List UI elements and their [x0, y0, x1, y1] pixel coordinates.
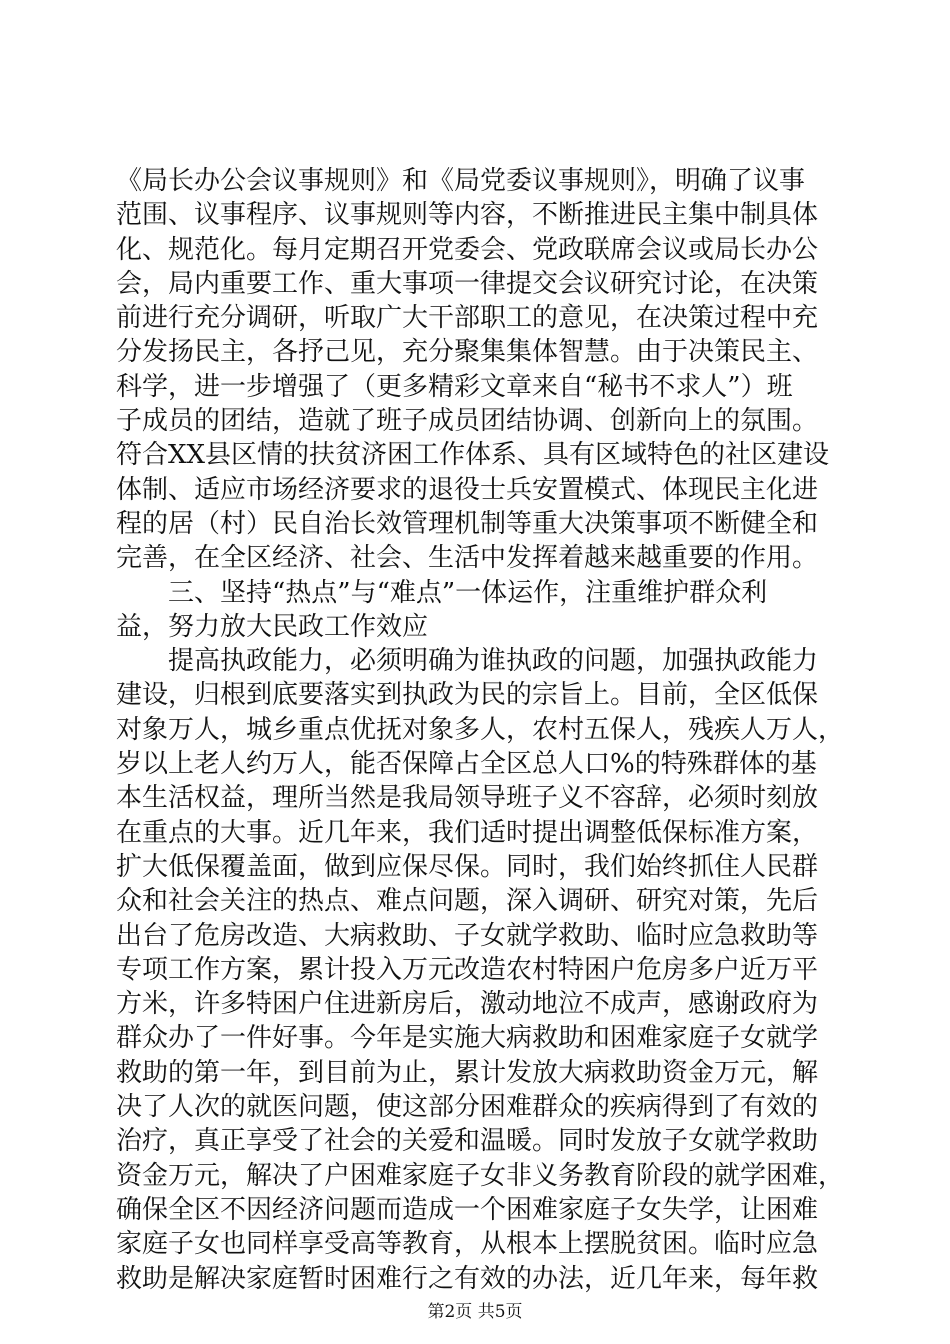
- text-line: 前进行充分调研，听取广大干部职工的意见，在决策过程中充: [116, 303, 819, 334]
- text-line: 治疗，真正享受了社会的关爱和温暖。同时发放子女就学救助: [116, 1126, 819, 1157]
- text-line: 体制、适应市场经济要求的退役士兵安置模式、体现民主化进: [116, 474, 819, 505]
- text-line: 专项工作方案，累计投入万元改造农村特困户危房多户近万平: [116, 954, 819, 985]
- text-line: 会，局内重要工作、重大事项一律提交会议研究讨论，在决策: [116, 268, 819, 299]
- text-line: 完善，在全区经济、社会、生活中发挥着越来越重要的作用。: [116, 543, 819, 574]
- text-line: 方米，许多特困户住进新房后，激动地泣不成声，感谢政府为: [116, 989, 819, 1020]
- page-number-footer: 第2页 共5页: [427, 1302, 523, 1322]
- text-line: 岁以上老人约万人，能否保障占全区总人口%的特殊群体的基: [116, 749, 817, 780]
- text-line: 《局长办公会议事规则》和《局党委议事规则》，明确了议事: [116, 166, 806, 196]
- text-line: 分发扬民主，各抒己见，充分聚集集体智慧。由于决策民主、: [116, 337, 819, 368]
- text-line: 确保全区不因经济问题而造成一个困难家庭子女失学，让困难: [116, 1194, 819, 1225]
- text-line: 符合XX县区情的扶贫济困工作体系、具有区域特色的社区建设: [116, 440, 830, 471]
- text-line: 科学，进一步增强了（更多精彩文章来自“秘书不求人”）班: [116, 371, 793, 402]
- text-line: 本生活权益，理所当然是我局领导班子义不容辞，必须时刻放: [116, 783, 819, 814]
- text-line: 救助的第一年，到目前为止，累计发放大病救助资金万元，解: [116, 1057, 819, 1088]
- text-line: 益，努力放大民政工作效应: [116, 611, 429, 642]
- text-line: 扩大低保覆盖面，做到应保尽保。同时，我们始终抓住人民群: [116, 851, 819, 882]
- body-text: [116, 164, 846, 1296]
- text-line: 子成员的团结，造就了班子成员团结协调、创新向上的氛围。: [116, 406, 819, 437]
- text-line: 决了人次的就医问题，使这部分困难群众的疾病得到了有效的: [116, 1092, 819, 1123]
- text-line: 程的居（村）民自治长效管理机制等重大决策事项不断健全和: [116, 508, 819, 539]
- text-line: 出台了危房改造、大病救助、子女就学救助、临时应急救助等: [116, 920, 819, 951]
- text-line: 群众办了一件好事。今年是实施大病救助和困难家庭子女就学: [116, 1023, 819, 1054]
- text-line: 范围、议事程序、议事规则等内容，不断推进民主集中制具体: [116, 200, 819, 231]
- text-line: 对象万人，城乡重点优抚对象多人，农村五保人，残疾人万人，: [116, 714, 845, 745]
- text-line: 三、坚持“热点”与“难点”一体运作，注重维护群众利: [116, 577, 768, 608]
- text-line: 建设，归根到底要落实到执政为民的宗旨上。目前，全区低保: [116, 680, 819, 711]
- text-line: 家庭子女也同样享受高等教育，从根本上摆脱贫困。临时应急: [116, 1229, 819, 1260]
- text-line: 在重点的大事。近几年来，我们适时提出调整低保标准方案，: [116, 817, 819, 848]
- text-line: 资金万元，解决了户困难家庭子女非义务教育阶段的就学困难，: [116, 1160, 845, 1191]
- text-line: 救助是解决家庭暂时困难行之有效的办法，近几年来，每年救: [116, 1263, 819, 1294]
- text-line: 众和社会关注的热点、难点问题，深入调研、研究对策，先后: [116, 886, 819, 917]
- text-line: 提高执政能力，必须明确为谁执政的问题，加强执政能力: [116, 646, 819, 677]
- text-line: 化、规范化。每月定期召开党委会、党政联席会议或局长办公: [116, 234, 819, 265]
